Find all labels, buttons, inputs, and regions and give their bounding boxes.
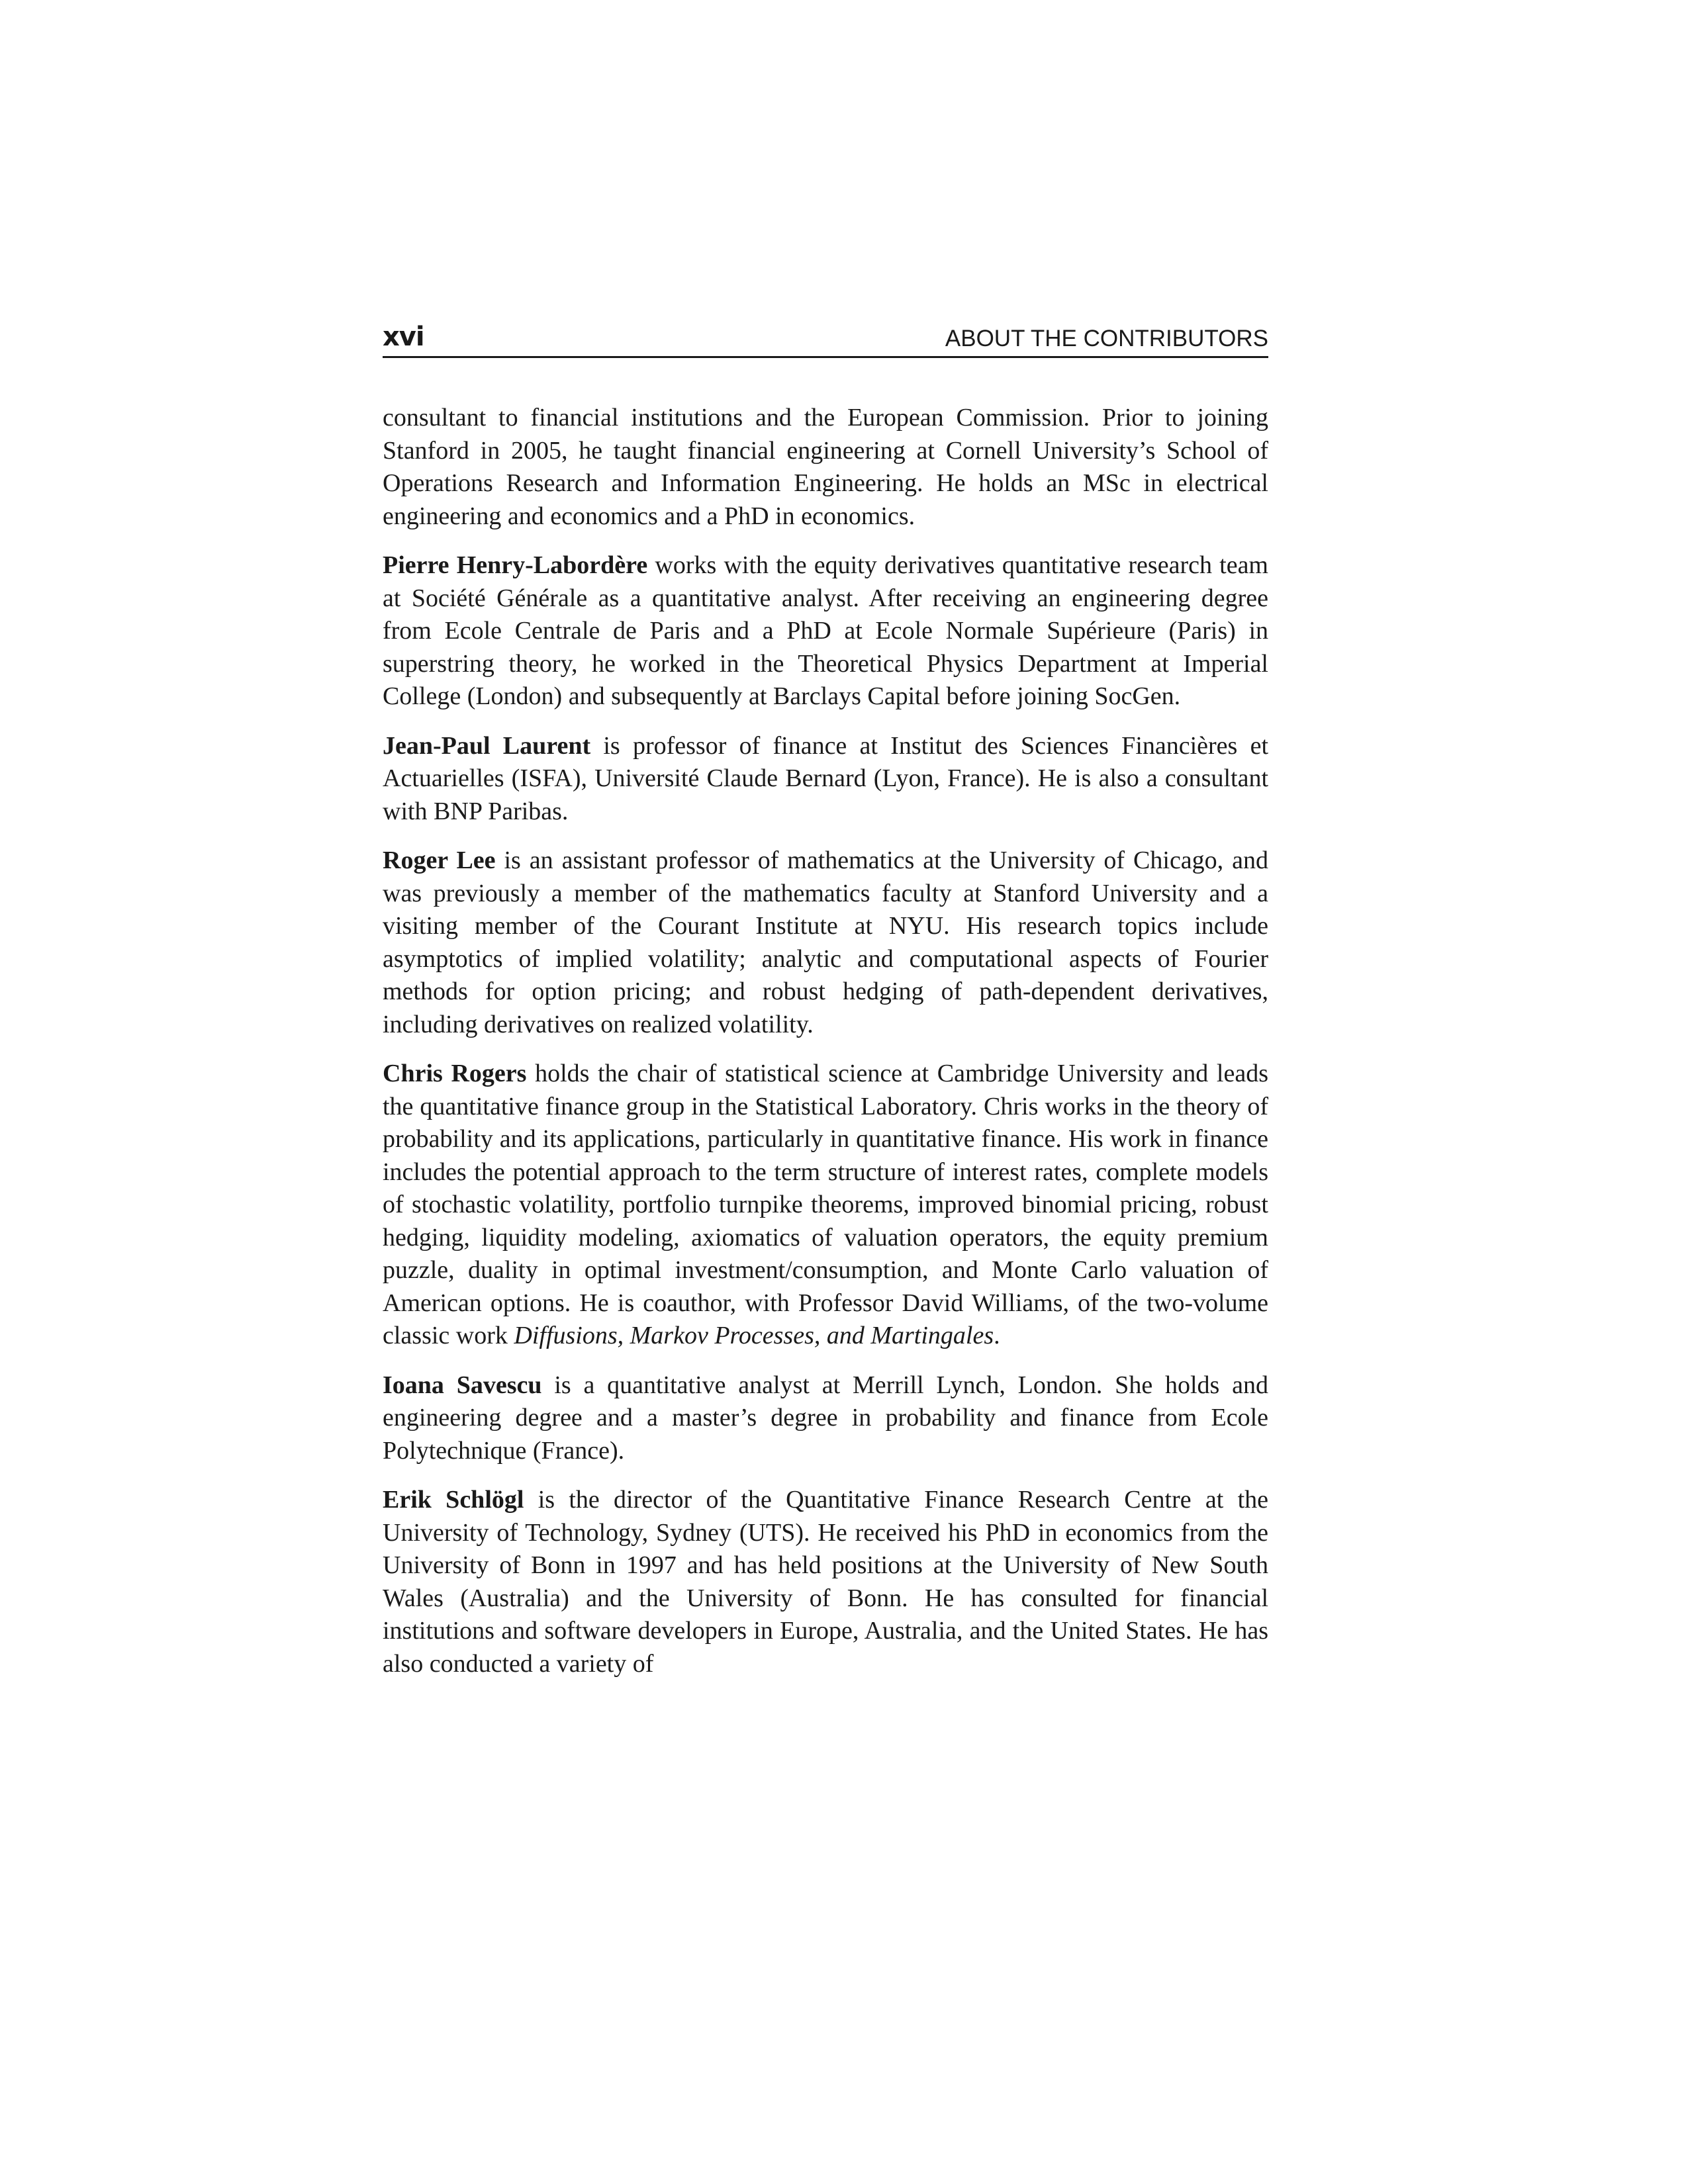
paragraph	[383, 1058, 1268, 1353]
paragraph	[383, 549, 1268, 713]
bio-text: holds the chair of statistical science at Cambridge University and leads the quantitative finance group in the Statistical Laboratory. Chris works in the theory of probability and its applications, particularly in quantitative finance. His work in finance includes the potential approach to the term structure of interest rates, complete models of stochastic volatility, portfolio turnpike theorems, improved binomial pricing, robust hedging, liquidity modeling, axiomatics of valuation operators, the equity premium puzzle, duality in optimal investment/consumption, and Monte Carlo valuation of American options. He is coauthor, with Professor David Williams, of the two-volume classic work	[383, 1060, 1268, 1349]
bio-text: is the director of the Quantitative Finance Research Centre at the University of Technology, Sydney (UTS). He received his PhD in economics from the University of Bonn in 1997 and has held positions at the University of New South Wales (Australia) and the University of Bonn. He has consulted for financial institutions and software developers in Europe, Australia, and the United States. He has also conducted a variety of	[383, 1486, 1269, 1678]
bio-text-tail: .	[994, 1322, 1000, 1349]
contributor-name: Erik Schlögl	[383, 1486, 524, 1514]
paragraph	[383, 844, 1268, 1041]
contributor-name: Roger Lee	[383, 846, 496, 874]
page-number: xvi	[383, 322, 424, 352]
bio-text: is a quantitative analyst at Merrill Lynch, London. She holds and engineering degree and a master’s degree in probability and finance from Ecole Polytechnique (France).	[383, 1371, 1268, 1465]
paragraph	[383, 1369, 1268, 1468]
contributor-name: Ioana Savescu	[383, 1371, 542, 1399]
bio-text: is an assistant professor of mathematics at the University of Chicago, and was previously a member of the mathematics faculty at Stanford University and a visiting member of the Courant Institute at NYU. His research topics include asymptotics of implied volatility; analytic and computational aspects of Fourier methods for option pricing; and robust hedging of path-dependent derivatives, including derivatives on realized volatility.	[383, 846, 1268, 1038]
bio-text: works with the equity derivatives quantitative research team at Société Générale as a quantitative analyst. After receiving an engineering degree from Ecole Centrale de Paris and a PhD at Ecole Normale Supérieure (Paris) in superstring theory, he worked in the Theoretical Physics Department at Imperial College (London) and subsequently at Barclays Capital before joining SocGen.	[383, 551, 1268, 710]
contributor-name: Jean-Paul Laurent	[383, 731, 591, 760]
book-title: Diffusions, Markov Processes, and Martingales	[514, 1322, 994, 1349]
contributor-name: Chris Rogers	[383, 1060, 527, 1087]
contributor-name: Pierre Henry-Labordère	[383, 551, 648, 579]
contributors-body	[383, 402, 1268, 1697]
running-head: ABOUT THE CONTRIBUTORS	[945, 326, 1268, 351]
paragraph	[383, 1484, 1268, 1680]
paragraph	[383, 730, 1268, 829]
page-header	[383, 323, 1268, 358]
bio-text: consultant to financial institutions and the European Commission. Prior to joining Stanford in 2005, he taught financial engineering at Cornell University’s School of Operations Research and Information Engineering. He holds an MSc in electrical engineering and economics and a PhD in economics.	[383, 404, 1268, 530]
bio-text: is professor of finance at Institut des Sciences Financières et Actuarielles (ISFA), Université Claude Bernard (Lyon, France). He is also a consultant with BNP Paribas.	[383, 731, 1269, 825]
paragraph	[383, 402, 1268, 533]
